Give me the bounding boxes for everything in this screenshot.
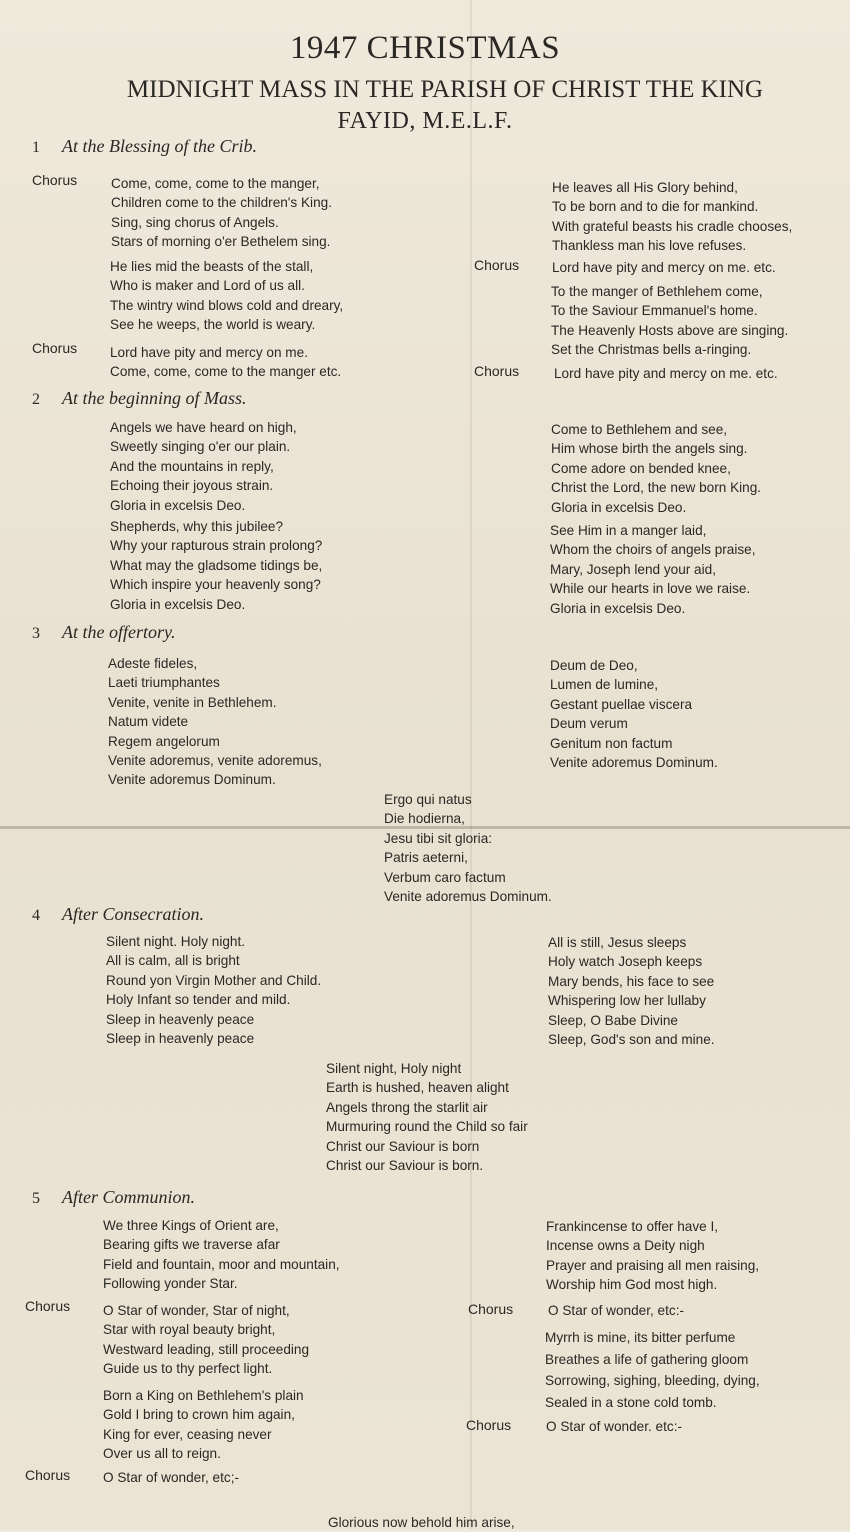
stanza-chorus-refrain: O Star of wonder, etc:- <box>548 1303 684 1318</box>
chorus-label: Chorus <box>32 172 78 188</box>
chorus-label: Chorus <box>25 1298 71 1314</box>
page-location: FAYID, M.E.L.F. <box>337 108 513 134</box>
chorus-label: Chorus <box>25 1467 71 1483</box>
stanza-adeste-fideles: Adeste fideles, Laeti triumphantes Venite, venite in Bethlehem. Natum videte Regem angelorum Venite adoremus, venite adoremus, Venite adoremus Dominum. <box>108 656 322 788</box>
stanza-chorus-lord-have-pity: Lord have pity and mercy on me. Come, come, come to the manger etc. <box>110 345 342 380</box>
stanza-gold-i-bring: Born a King on Bethlehem's plain Gold I bring to crown him again, King for ever, ceasing never Over us all to reign. <box>103 1388 304 1462</box>
stanza-shepherds-jubilee: Shepherds, why this jubilee? Why your rapturous strain prolong? What may the gladsome tidings be, Which inspire your heavenly song? Gloria in excelsis Deo. <box>110 519 323 612</box>
stanza-chorus-refrain: O Star of wonder, etc;- <box>103 1470 239 1485</box>
chorus-label: Chorus <box>468 1301 514 1317</box>
chorus-label: Chorus <box>474 363 520 379</box>
stanza-his-glory-behind: He leaves all His Glory behind, To be born and to die for mankind. With grateful beasts his cradle chooses, Thankless man his love refuses. <box>552 180 793 254</box>
section-heading-3: 3 At the offertory. <box>32 622 176 642</box>
stanza-glorious-now: Glorious now behold him arise, <box>328 1515 515 1530</box>
stanza-all-is-still: All is still, Jesus sleeps Holy watch Joseph keeps Mary bends, his face to see Whispering low her lullaby Sleep, O Babe Divine Sleep, God's son and mine. <box>548 935 715 1047</box>
stanza-come-to-bethlehem: Come to Bethlehem and see, Him whose birth the angels sing. Come adore on bended knee, Christ the Lord, the new born King. Gloria in excelsis Deo. <box>551 422 762 515</box>
stanza-chorus-refrain: Lord have pity and mercy on me. etc. <box>554 366 778 381</box>
stanza-chorus-refrain: Lord have pity and mercy on me. etc. <box>552 260 776 275</box>
stanza-angels-we-have-heard: Angels we have heard on high, Sweetly singing o'er our plain. And the mountains in reply, Echoing their joyous strain. Gloria in excelsis Deo. <box>110 420 297 513</box>
stanza-come-to-the-manger: Come, come, come to the manger, Children come to the children's King. Sing, sing chorus of Angels. Stars of morning o'er Bethelem sing. <box>111 176 332 250</box>
section-heading-2: 2 At the beginning of Mass. <box>32 388 247 408</box>
stanza-frankincense: Frankincense to offer have I, Incense owns a Deity nigh Prayer and praising all men raising, Worship him God most high. <box>546 1219 760 1293</box>
stanza-earth-is-hushed: Silent night, Holy night Earth is hushed, heaven alight Angels throng the starlit air Murmuring round the Child so fair Christ our Saviour is born Christ our Saviour is born. <box>326 1061 528 1173</box>
section-heading-1: 1 At the Blessing of the Crib. <box>32 136 257 156</box>
paper-fold-vertical <box>470 0 472 1529</box>
stanza-beasts-of-the-stall: He lies mid the beasts of the stall, Who is maker and Lord of us all. The wintry wind blows cold and dreary, See he weeps, the world is weary. <box>110 259 344 333</box>
page-subtitle: MIDNIGHT MASS IN THE PARISH OF CHRIST THE KING <box>126 76 764 103</box>
stanza-silent-night: Silent night. Holy night. All is calm, all is bright Round yon Virgin Mother and Child. Holy Infant so tender and mild. Sleep in heavenly peace Sleep in heavenly peace <box>106 934 322 1046</box>
stanza-ergo-qui-natus: Ergo qui natus Die hodierna, Jesu tibi sit gloria: Patris aeterni, Verbum caro factum Venite adoremus Dominum. <box>384 792 552 904</box>
stanza-myrrh-is-mine: Myrrh is mine, its bitter perfume Breathes a life of gathering gloom Sorrowing, sighing, bleeding, dying, Sealed in a stone cold tomb. <box>545 1330 760 1410</box>
section-heading-5: 5 After Communion. <box>32 1187 195 1207</box>
stanza-deum-de-deo: Deum de Deo, Lumen de lumine, Gestant puellae viscera Deum verum Genitum non factum Venite adoremus Dominum. <box>550 658 718 770</box>
stanza-manger-of-bethlehem: To the manger of Bethlehem come, To the Saviour Emmanuel's home. The Heavenly Hosts above are singing. Set the Christmas bells a-ringing. <box>551 284 789 358</box>
stanza-star-of-wonder: O Star of wonder, Star of night, Star with royal beauty bright, Westward leading, still proceeding Guide us to thy perfect light. <box>103 1303 310 1377</box>
chorus-label: Chorus <box>466 1417 512 1433</box>
stanza-chorus-refrain: O Star of wonder. etc:- <box>546 1419 682 1434</box>
chorus-label: Chorus <box>474 257 520 273</box>
stanza-we-three-kings: We three Kings of Orient are, Bearing gifts we traverse afar Field and fountain, moor and mountain, Following yonder Star. <box>103 1218 340 1292</box>
chorus-label: Chorus <box>32 340 78 356</box>
stanza-manger-laid: See Him in a manger laid, Whom the choirs of angels praise, Mary, Joseph lend your aid, While our hearts in love we raise. Gloria in excelsis Deo. <box>550 523 756 616</box>
section-heading-4: 4 After Consecration. <box>32 904 204 924</box>
page-title: 1947 CHRISTMAS <box>289 30 561 66</box>
